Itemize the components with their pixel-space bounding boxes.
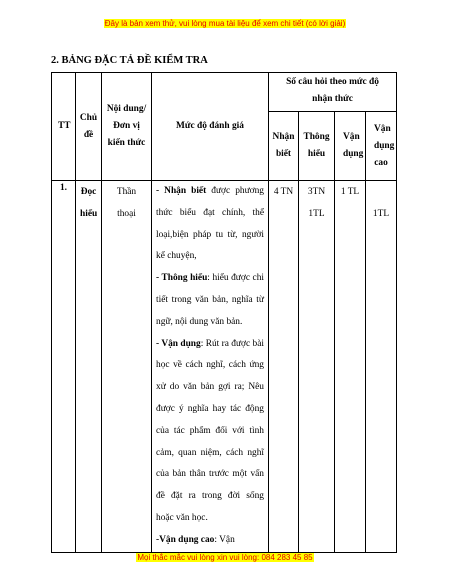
level-recognize-line [156, 181, 264, 268]
header-apply-text: Vận dụng [343, 132, 364, 159]
row-number [52, 181, 76, 553]
row-recognize [269, 181, 299, 553]
level-understand-label: - Thông hiểu [156, 273, 208, 284]
level-apply-label: - Vận dụng [156, 338, 201, 349]
level-recognize-text: được phương thức biểu đạt chính, thể loại,biện pháp tu từ, người kể chuyện, [156, 186, 264, 262]
spec-table [51, 72, 397, 553]
header-understand-text: Thông hiểu [303, 132, 330, 159]
row-apply-high [366, 181, 397, 553]
row-understand [299, 181, 335, 553]
header-recognize [269, 112, 299, 181]
row-content-text: Thần thoại [116, 187, 137, 219]
row-topic [76, 181, 102, 553]
header-apply [335, 112, 366, 181]
contact-footer [0, 547, 450, 565]
header-topic-text: Chủ đề [79, 112, 98, 140]
row-understand-text: 3TN 1TL [307, 187, 326, 219]
row-apply [335, 181, 366, 553]
header-content [102, 73, 152, 181]
row-apply-high-text: 1TL [372, 209, 390, 219]
level-apply-high-text: : Vận [214, 534, 235, 545]
header-recognize-text: Nhận biết [272, 132, 295, 159]
header-questions-group [269, 73, 397, 112]
level-recognize-label: - Nhận biết [156, 186, 207, 196]
header-questions-group-text: Số câu hỏi theo mức độ nhận thức [286, 77, 379, 104]
header-tt-text: TT [58, 121, 71, 131]
header-content-text: Nội dung/Đơn vị kiến thức [106, 104, 147, 148]
row-level-description [152, 181, 269, 553]
header-apply-high [366, 112, 397, 181]
preview-banner-text: Đây là bản xem thử, vui lòng mua tài liệu để xem chi tiết (có lời giải) [104, 19, 346, 28]
row-topic-text: Đọc hiểu [80, 187, 98, 219]
header-level-text: Mức độ đánh giá [176, 121, 244, 131]
row-recognize-text: 4 TN [273, 187, 294, 197]
header-level [152, 73, 269, 181]
header-tt [52, 73, 76, 181]
preview-banner [0, 13, 450, 31]
header-topic [76, 73, 102, 181]
row-content [102, 181, 152, 553]
section-title: 2. BẢNG ĐẶC TẢ ĐỀ KIỂM TRA [51, 55, 208, 66]
contact-footer-text: Mọi thắc mắc vui lòng xin vui lòng: 084 283 45 85 [137, 553, 313, 562]
level-apply-high-label: -Vận dụng cao [156, 534, 215, 545]
row-apply-text: 1 TL [340, 187, 360, 197]
level-apply-text: : Rút ra được bài học về cách nghĩ, cách ứng xử do văn bản gợi ra; Nêu được ý nghĩa hay tác động của tác phẩm đối với tình cảm, quan niệm, cách nghĩ của bản thân trước một vấn đề đặt ra trong đời sống hoặc văn học. [156, 338, 264, 523]
header-apply-high-text: Vận dụng cao [374, 123, 395, 168]
level-understand-line [156, 268, 264, 333]
header-understand [299, 112, 335, 181]
row-number-text: 1. [59, 183, 68, 193]
level-apply-line [156, 334, 264, 530]
level-understand-text: : hiểu được chi tiết trong văn bản, nghĩa từ ngữ, nội dung văn bản. [156, 273, 265, 327]
